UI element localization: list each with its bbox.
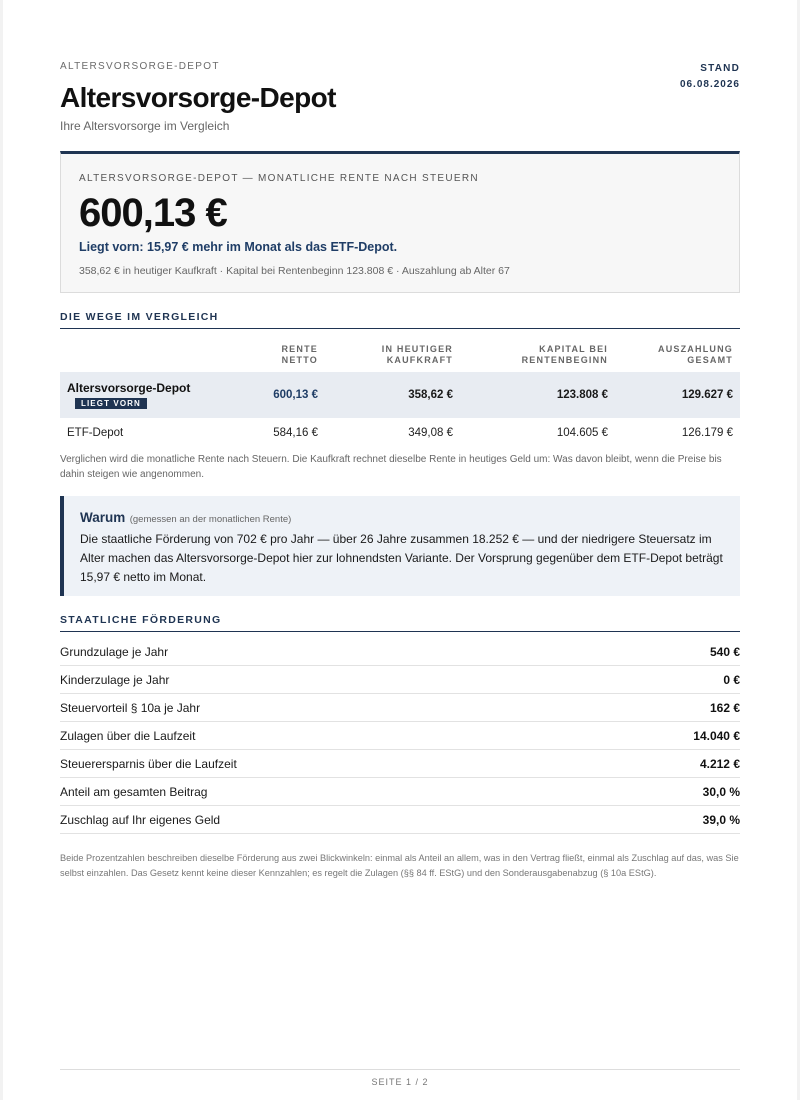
funding-row (60, 638, 740, 666)
funding-list (60, 638, 740, 834)
funding-row (60, 694, 740, 722)
funding-value: 0 € (723, 672, 740, 687)
funding-row (60, 722, 740, 750)
row-name: ETF-Depot (67, 427, 124, 439)
funding-label: Anteil am gesamten Beitrag (60, 784, 208, 799)
stand-label: STAND (700, 63, 740, 74)
cell-rente: 600,13 € (273, 389, 318, 401)
page-title: Altersvorsorge-Depot (60, 82, 336, 113)
funding-row (60, 750, 740, 778)
hero-card (60, 151, 740, 293)
col-rente: RENTE NETTO (281, 344, 318, 365)
stand-date: 06.08.2026 (679, 79, 740, 90)
col-kaufkraft: IN HEUTIGER KAUFKRAFT (381, 344, 453, 365)
funding-value: 39,0 % (702, 812, 740, 827)
funding-value: 540 € (709, 644, 740, 659)
page-subtitle: Ihre Altersvorsorge im Vergleich (60, 119, 230, 133)
funding-row (60, 806, 740, 834)
funding-note: Beide Prozentzahlen beschreiben dieselbe Förderung aus zwei Blickwinkeln: einmal als Anteil an allem, was in den Vertrag fließt, einmal als Zuschlag auf das, was Sie selbst einzahlen. Das Gesetz kennt keine dieser Kennzahlen; es regelt die Zulagen (§§ 84 ff. EStG) und den Sonderausgabenabzug (§ 10a EStG). (60, 853, 739, 878)
funding-value: 14.040 € (693, 728, 740, 743)
hero-label: ALTERSVORSORGE-DEPOT — MONATLICHE RENTE NACH STEUERN (79, 173, 479, 184)
why-box (60, 496, 740, 596)
funding-label: Kinderzulage je Jahr (60, 672, 170, 687)
cell-kapital: 123.808 € (556, 389, 608, 401)
comparison-header-row (60, 336, 740, 372)
cell-kapital: 104.605 € (556, 427, 608, 439)
row-name: Altersvorsorge-Depot (67, 381, 191, 395)
col-kapital: KAPITAL BEI RENTENBEGINN (521, 344, 608, 365)
funding-row (60, 666, 740, 694)
document-page (3, 0, 797, 1100)
leading-badge: LIEGT VORN (75, 398, 147, 409)
funding-heading: STAATLICHE FÖRDERUNG (60, 614, 740, 632)
hero-lead-text: Liegt vorn: 15,97 € mehr im Monat als das ETF-Depot. (79, 240, 398, 254)
funding-value: 30,0 % (702, 784, 740, 799)
funding-value: 162 € (709, 700, 740, 715)
funding-label: Grundzulage je Jahr (60, 644, 169, 659)
funding-label: Steuerersparnis über die Laufzeit (60, 756, 237, 771)
table-row-leading (60, 372, 740, 418)
funding-row (60, 778, 740, 806)
cell-kaufkraft: 358,62 € (408, 389, 453, 401)
funding-label: Zuschlag auf Ihr eigenes Geld (60, 812, 221, 827)
hero-note: 358,62 € in heutiger Kaufkraft · Kapital bei Rentenbeginn 123.808 € · Auszahlung ab Alter 67 (79, 265, 510, 277)
why-title: Warum (80, 510, 126, 525)
why-text: Die staatliche Förderung von 702 € pro Jahr — über 26 Jahre zusammen 18.252 € — und der niedrigere Steuersatz im Alter machen das Altersvorsorge-Depot hier zur lohnendsten Variante. Der Vorsprung gegenüber dem ETF-Depot beträgt 15,97 € netto im Monat. (80, 532, 723, 584)
why-subtitle: (gemessen an der monatlichen Rente) (129, 514, 292, 525)
document-eyebrow: ALTERSVORSORGE-DEPOT (60, 61, 220, 72)
cell-auszahlung: 126.179 € (681, 427, 733, 439)
col-auszahlung: AUSZAHLUNG GESAMT (658, 344, 733, 365)
cell-auszahlung: 129.627 € (681, 389, 733, 401)
col-name (60, 336, 225, 372)
cell-kaufkraft: 349,08 € (408, 427, 453, 439)
comparison-note: Verglichen wird die monatliche Rente nach Steuern. Die Kaufkraft rechnet dieselbe Rente in heutiges Geld um: Was davon bleibt, wenn die Preise bis dahin steigen wie angenommen. (60, 454, 722, 480)
funding-value: 4.212 € (699, 756, 740, 771)
funding-label: Steuervorteil § 10a je Jahr (60, 700, 201, 715)
page-number: SEITE 1 / 2 (371, 1077, 429, 1087)
comparison-heading: DIE WEGE IM VERGLEICH (60, 311, 740, 329)
comparison-table (60, 336, 740, 448)
table-row (60, 418, 740, 448)
hero-value: 600,13 € (79, 191, 227, 235)
stand-block (680, 63, 740, 90)
page-footer (60, 1069, 740, 1087)
funding-label: Zulagen über die Laufzeit (60, 728, 196, 743)
cell-rente: 584,16 € (273, 427, 318, 439)
